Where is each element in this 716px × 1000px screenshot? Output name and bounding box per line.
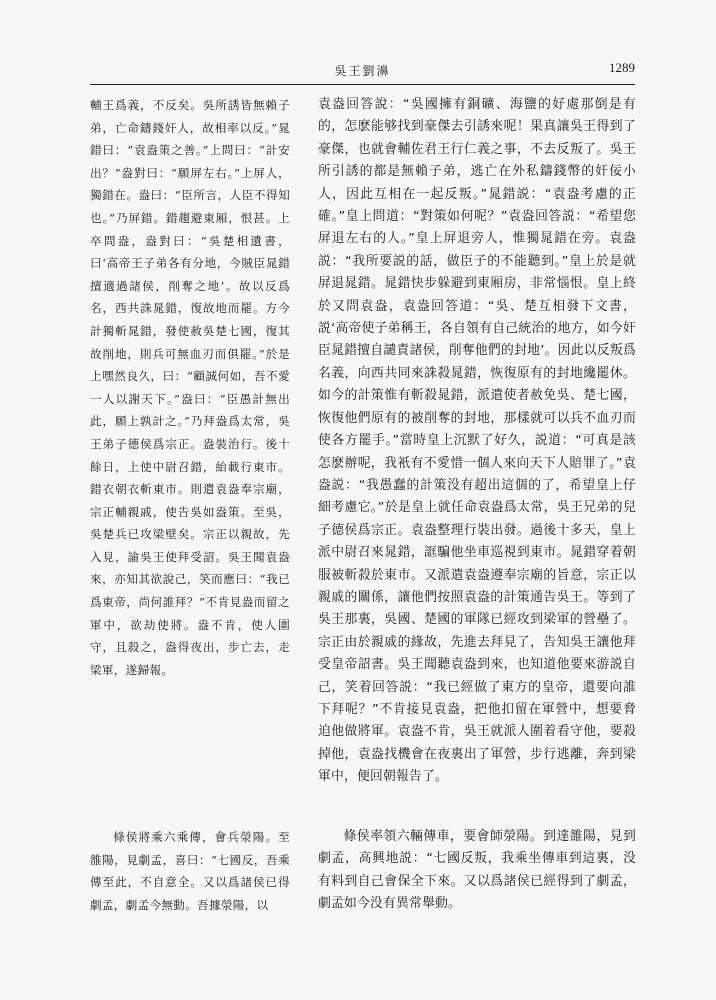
original-text-column xyxy=(90,94,290,912)
original-paragraph-2: 條侯將乘六乘傳，會兵滎陽。至雒陽，見劇孟，喜曰：“七國反，吾乘傳至此，不自意全。又以爲諸侯已得劇孟，劇孟今無動。吾據滎陽，以 xyxy=(90,830,290,912)
running-title: 吳王劉濞 xyxy=(334,64,391,78)
header-rule xyxy=(90,84,635,85)
original-paragraph-1: 輔王爲義，不反矣。吳所誘皆無賴子弟，亡命鑄錢奸人，故相率以反。”晁錯曰：“袁盎策之善。”上問曰：“計安出？”盎對曰：“願屏左右。”上屏人，獨錯在。盎曰：“臣所言，人臣不得知也。”乃屏錯。錯趨避東厢，恨甚。上卒問盎，盎對曰：“吳楚相遺書，曰‘高帝王子弟各有分地，今賊臣晁錯擅適過諸侯，削奪之地’。故以反爲名，西共誅晁錯，復故地而罷。方今計獨斬晁錯，發使赦吳楚七國，復其故削地，則兵可無血刃而俱罷。”於是上嘿然良久，曰：“顧誠何如，吾不愛一人以謝天下。”盎曰：“臣愚計無出此，願上孰計之。”乃拜盎爲太常，吳王弟子德侯爲宗正。盎裝治行。後十餘日，上使中尉召錯，紿載行東市。錯衣朝衣斬東市。則遣袁盎奉宗廟，宗正輔親戚，使告吳如盎策。至吳，吳楚兵已攻梁壁矣。宗正以親故，先入見，諭吳王使拜受詔。吳王聞袁盎來，亦知其欲說己，笑而應曰：“我已爲東帝，尚何誰拜？”不肯見盎而留之軍中，欲劫使將。盎不肯，使人圍守，且殺之，盎得夜出，步亡去，走梁軍，遂歸報。 xyxy=(90,98,290,677)
translation-paragraph-1: 袁盎回答說：“吳國擁有銅礦、海鹽的好處那倒是有的，怎麽能够找到豪傑去引誘來呢！果真讓吳王得到了豪傑，也就會輔佐君王行仁義之事，不去反叛了。吳王所引誘的都是無賴子弟，逃亡在外私鑄錢幣的奸佞小人，因此互相在一起反叛。”晁錯説：“袁盎考慮的正確。”皇上問道：“對策如何呢？”袁盎回答説：“希望您屏退左右的人。”皇上屏退旁人，惟獨晁錯在旁。袁盎説：“我所要説的話，做臣子的不能聽到。”皇上於是就屏退晁錯。晁錯快步躲避到東厢房，非常惱恨。皇上終於又問袁盎，袁盎回答道：“吳、楚互相發下文書，説‘高帝使子弟稱王，各自領有自己統治的地方，如今奸臣晁錯擅自譴責諸侯，削奪他們的封地’。因此以反叛爲名義，向西共同來誅殺晁錯，恢復原有的封地纔罷休。如今的計策惟有斬殺晁錯，派遣使者赦免吳、楚七國，恢復他們原有的被削奪的封地，那樣就可以兵不血刃而使各方罷手。”當時皇上沉默了好久，説道：“可真是該怎麽辦呢，我衹有不愛惜一個人來向天下人賠罪了。”袁盎説：“我愚蠢的計策没有超出這個的了，希望皇上仔細考慮它。”於是皇上就任命袁盎爲太常，吳王兄弟的兒子德侯爲宗正。袁盎整理行裝出發。過後十多天，皇上派中尉召來晁錯，誆騙他坐車巡視到東市。晁錯穿着朝服被斬殺於東市。又派遣袁盎遵奉宗廟的旨意，宗正以親戚的關係，讓他們按照袁盎的計策通告吳王。等到了吳王那裏，吳國、楚國的軍隊已經攻到梁軍的營壘了。宗正由於親戚的緣故，先進去拜見了，告知吳王讓他拜受皇帝詔書。吳王聞聽袁盎到來，也知道他要來游説自己，笑着回答説：“我已經做了東方的皇帝，還要向誰下拜呢？”不肯接見袁盎，把他扣留在軍營中，想要脅迫他做將軍。袁盎不肯，吳王就派人圍着看守他，要殺掉他，袁盎找機會在夜裏出了軍營，步行逃離，奔到梁軍中，便回朝報告了。 xyxy=(318,97,636,785)
page-header xyxy=(90,60,635,82)
page-number: 1289 xyxy=(609,60,635,75)
translation-column xyxy=(318,94,636,912)
translation-paragraph-2: 條侯率領六輛傳車，要會師滎陽。到達雒陽，見到劇孟，高興地説：“七國反叛，我乘坐傳車到這裏，没有料到自己會保全下來。又以爲諸侯已經得到了劇孟，劇孟如今没有異常舉動。 xyxy=(318,829,636,912)
